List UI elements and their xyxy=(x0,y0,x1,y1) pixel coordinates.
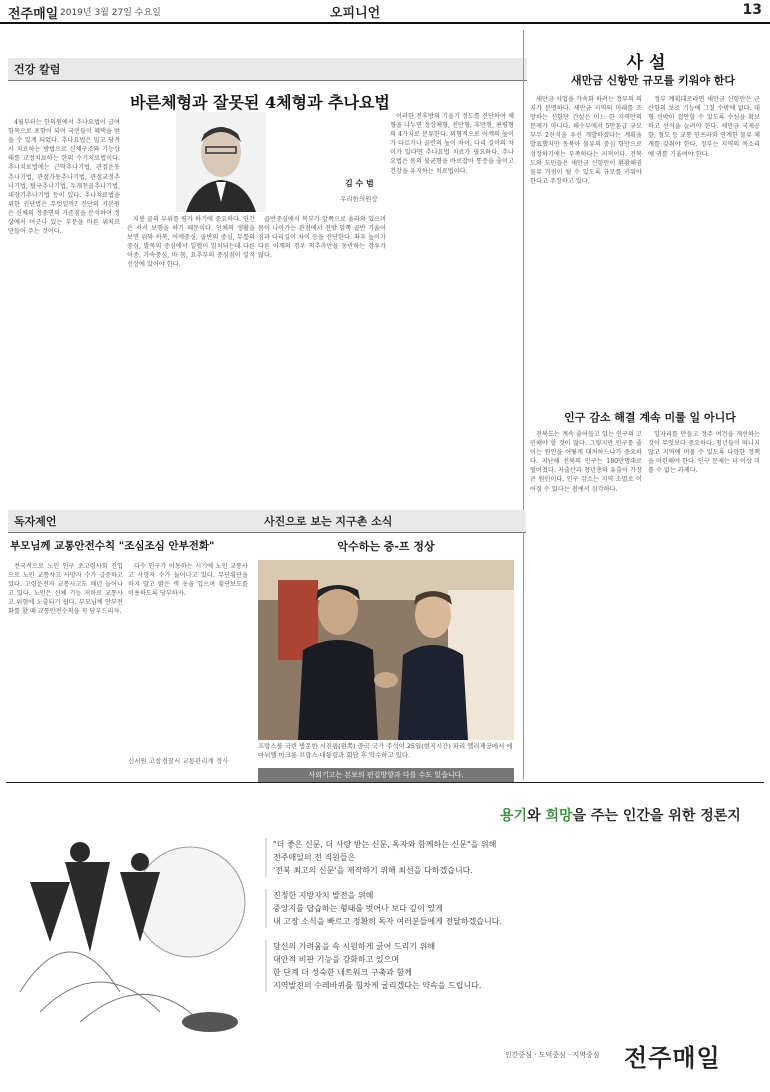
health-col-1: 4월부터는 한의원에서 추나요법이 급여항목으로 포함이 되어 국민들이 혜택을 받을 수 있게 되었다. 추나요법은 밀고 당겨서 치료하는 방법으로 신체구조와 기능상태를 교정치료하는 한의 수기치료법이다. 추나치료법에는 근막추나기법, 관절운동추나기법, 관절가동추나기법, 관절교정추나기법, 탈구추나기법, 두개천골추나기법, 내장기추나기법 등이 있다. 추나치료법을 위한 진단법은 무엇일까? 진단의 기본원은 신체의 정중면의 기준점을 분석하여 정상에서 어긋나 있는 부분을 바른 위치로 만들어 주는 것이다. xyxy=(8,119,120,236)
photo-column-headline: 악수하는 중-프 정상 xyxy=(337,540,435,553)
reader-column-headline: 부모님께 교통안전수칙 "조심조심 안부전화" xyxy=(10,540,215,552)
ad-title-courage: 용기 xyxy=(500,808,528,824)
ad-title-rest: 을 주는 인간을 위한 정론지 xyxy=(572,808,741,824)
ad-title-join1: 와 xyxy=(527,808,546,824)
health-col-3: 골반중심에서 복부가 앞쪽으로 올라와 있으며 몸이 나아가는 관점에서 전방 앞쪽 골반 기울어짐과 다리길이 차이 등을 진단한다. 좌우 높이가 다른 어깨의 경우 척추측만을 동반하는 경우가 많다. xyxy=(258,216,386,260)
news-photo xyxy=(258,560,514,740)
ad-line: 중앙지를 답습하는 형태를 벗어나 보다 깊이 있게 xyxy=(273,904,443,913)
author-photo xyxy=(176,112,266,212)
ad-block-2 xyxy=(265,889,755,928)
page-header xyxy=(0,0,770,24)
health-author-role: 우리한의원장 xyxy=(340,195,378,203)
photo-caption: 프랑스를 국빈 방문한 시진핑(왼쪽) 중국 국가 주석이 25일(현지시간) 파리 엘리제궁에서 에마뉘엘 마크롱 프랑스 대통령과 회담 후 악수하고 있다. xyxy=(258,742,513,759)
page-number: 13 xyxy=(742,2,762,18)
health-author: 김 수 범 xyxy=(345,179,374,188)
editorial2-headline: 인구 감소 해결 계속 미룰 일 아니다 xyxy=(564,411,736,424)
reader-column-kicker: 독자제언 xyxy=(8,510,260,533)
editorial-kicker: 사 설 xyxy=(626,53,666,73)
ad-brand: 전주매일 xyxy=(624,1044,721,1072)
photo-column-kicker: 사진으로 보는 지구촌 소식 xyxy=(258,510,526,533)
editorial-headline: 새만금 신항만 규모를 키워야 한다 xyxy=(570,74,736,87)
brand-logo: 전주매일 xyxy=(8,7,59,22)
reader-col-1: 전국적으로 노인 인구 초고령사회 진입으로 노인 교통사고 사망자 수가 급증하고 있다. 고령운전자 교통사고도 매년 늘어나고 있다. 노인은 신체 기능 저하로 교통사고 위험에 노출되기 쉽다. 부모님께 안부전화를 할 때 교통안전수칙을 꼭 당부드리자. xyxy=(8,563,123,616)
health-column-headline: 바른체형과 잘못된 4체형과 추나요법 xyxy=(130,93,390,112)
ad-line: 당신의 가려움을 속 시원하게 긁어 드리기 위해 xyxy=(273,942,436,951)
section-title: 오피니언 xyxy=(330,6,381,21)
ad-line: 진정한 지방자치 발전을 위해 xyxy=(273,891,374,900)
ad-line: 한 단계 더 성숙한 네트워크 구축과 함께 xyxy=(273,968,412,977)
ad-copy xyxy=(265,838,755,1004)
ad-title xyxy=(500,805,741,825)
ad-line: 전주매일의 전 직원들은 xyxy=(273,853,356,862)
editorial2-col-2: 일자리를 만들고 정주 여건을 개선하는 것이 무엇보다 중요하다. 청년들이 떠나지 않고 지역에 머물 수 있도록 다양한 정책을 마련해야 한다. 인구 문제는 더 이상 미룰 수 없는 과제다. xyxy=(648,431,760,475)
ad-slogan: 인간중심 · 도덕중심 · 지역중심 xyxy=(505,1051,600,1059)
ad-line: 지역발전의 수레바퀴를 힘차게 굴리겠다는 약속을 드립니다. xyxy=(273,981,482,990)
ad-block-1 xyxy=(265,838,755,877)
health-column-kicker: 건강 칼럼 xyxy=(8,58,527,81)
health-col-4: 이러한 전후방의 기울기 정도를 진단하여 체형을 나누면 정상체형, 전만형, 후만형, 편평형의 4가지로 분류한다. 외형적으로 어깨의 높이가 다르거나 골반의 높이 차이, 다리 길이의 차이가 있다면 추나요법 치료가 필요하다. 추나요법은 몸의 불균형을 바로잡아 통증을 줄이고 건강을 유지하는 치료법이다. xyxy=(390,113,514,175)
reader-author-note: 신서원 고창경찰서 교통관리계 경사 xyxy=(128,757,229,765)
disclaimer-note: 사외기고는 본보의 편집방향과 다를 수도 있습니다. xyxy=(258,768,514,782)
ad-line: "더 좋은 신문, 더 사랑 받는 신문, 독자와 함께하는 신문"을 위해 xyxy=(273,840,497,849)
editorial-col-1: 새만금 사업을 가속화 하려는 정부의 의지가 분명하다. 새만금 지역의 미래를 조망하는 신항만 건설은 어느 한 지역만의 문제가 아니다. 해수부에서 5만톤급 규모 부두 2선석을 우선 개발하겠다는 계획을 발표했지만 동북아 물류의 중심 항만으로 성장하기에는 부족하다는 지적이다. 전북도와 도민들은 새만금 신항만이 환황해권 물류 거점이 될 수 있도록 규모를 키워야 한다고 주장하고 있다. xyxy=(530,96,642,185)
ad-title-hope: 희망 xyxy=(545,808,573,824)
ad-line: 대안적 비판 기능을 강화하고 있으며 xyxy=(273,955,400,964)
reader-col-2: 다수 인구가 이동하는 시기에 노인 교통사고 사망자 수가 늘어나고 있다. 무단횡단을 하지 말고 밝은 색 옷을 입으며 횡단보도를 이용하도록 당부하자. xyxy=(128,563,248,598)
editorial2-col-1: 전북도는 계속 줄어들고 있는 인구의 고민해야 할 것이 많다. 그렇지만 인구를 줄이는 원인을 어떻게 대처하느냐가 중요하다. 지난해 전북의 인구는 180만명대로 떨어졌다. 저출산과 청년층의 유출이 가장 큰 원인이다. 인구 감소는 지역 소멸로 이어질 수 있다는 점에서 심각하다. xyxy=(530,431,642,493)
issue-date: 2019년 3월 27일 수요일 xyxy=(60,8,161,18)
ad-line: 내 고장 소식을 빠르고 정확히 독자 여러분들에게 전달하겠습니다. xyxy=(273,917,502,926)
column-divider xyxy=(523,30,524,780)
ad-illustration xyxy=(10,792,260,1082)
editorial-col-2: 정부 계획대로라면 새만금 신항만은 군산항의 보조 기능에 그칠 수밖에 없다. 대형 선박이 접안할 수 있도록 수심을 확보하고 선석을 늘려야 한다. 새만금 국제공항, 철도 등 교통 인프라와 연계한 물류 체계를 갖춰야 한다. 정부는 지역의 목소리에 귀를 기울여야 한다. xyxy=(648,96,760,158)
health-col-2: 지붕 골의 부위를 평가 하기에 중요하다. 인간은 서서 보행을 하기 때문이다. 인체의 생활을 보면 위와 하복, 어깨중심, 골반의 중심, 무릎의 중심, 발목의 중심에서 일렬이 일치되는데 다른 이중, 가속중심, 바 몸, 요추부의 중심점이 일직선상에 있어야 한다. xyxy=(127,216,255,269)
ad-separator xyxy=(6,782,764,783)
ad-block-3 xyxy=(265,940,755,992)
ad-line: '전북 최고의 신문'을 제작하기 위해 최선을 다하겠습니다. xyxy=(273,866,473,875)
